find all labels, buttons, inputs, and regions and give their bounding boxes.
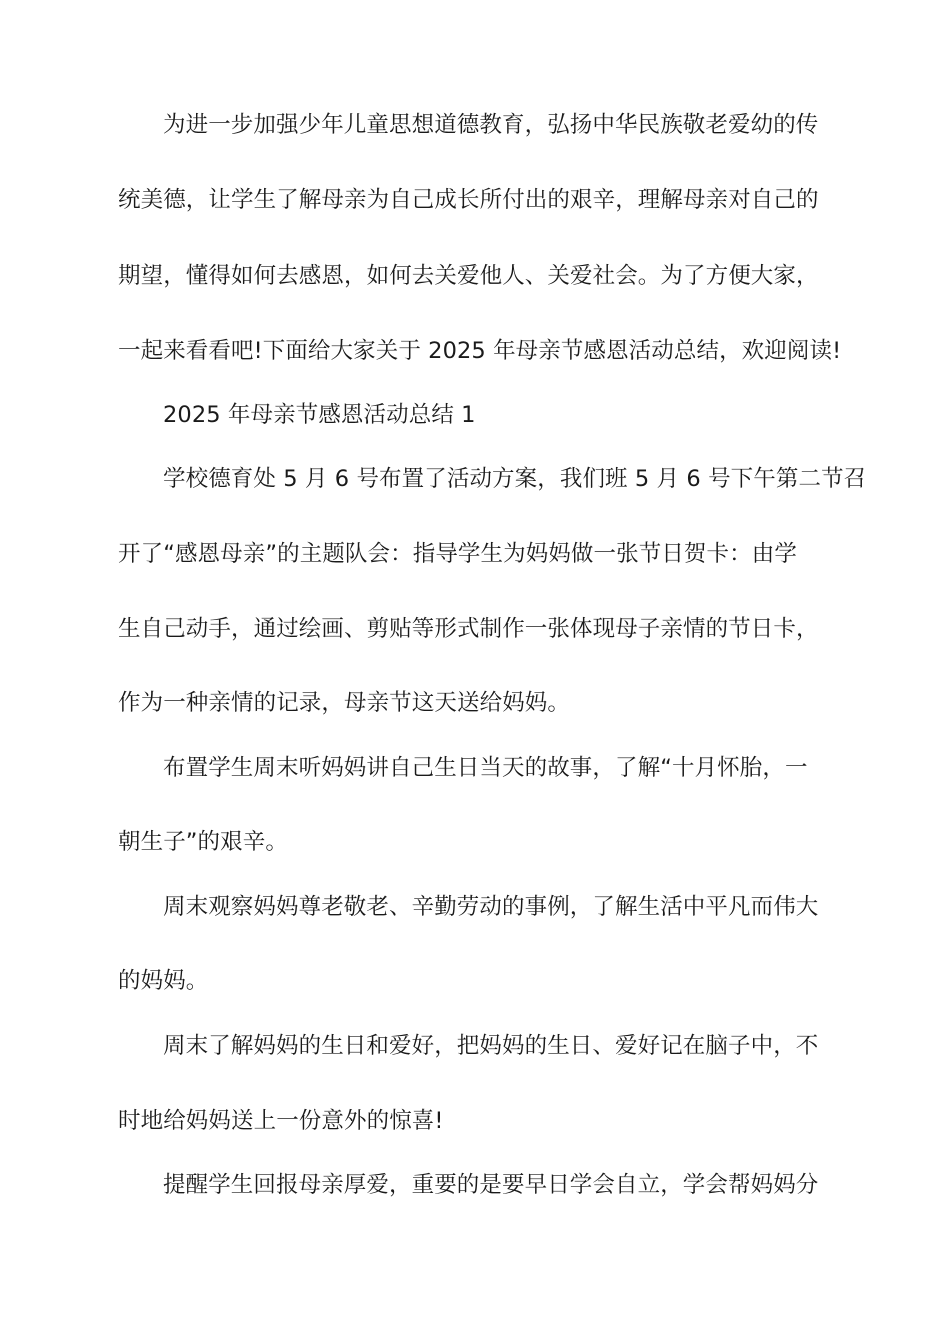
section-title: 2025 年母亲节感恩活动总结 1 [163, 402, 476, 428]
paragraph-2-line-1: 布置学生周末听妈妈讲自己生日当天的故事，了解“十月怀胎，一 [163, 755, 808, 781]
paragraph-3-line-1: 周末观察妈妈尊老敬老、辛勤劳动的事例，了解生活中平凡而伟大 [163, 894, 819, 920]
paragraph-2-line-2: 朝生子”的艰辛。 [118, 829, 288, 855]
paragraph-1-line-2: 开了“感恩母亲”的主题队会：指导学生为妈妈做一张节日贺卡：由学 [118, 541, 797, 567]
paragraph-1-line-1: 学校德育处 5 月 6 号布置了活动方案，我们班 5 月 6 号下午第二节召 [163, 466, 867, 492]
paragraph-4-line-2: 时地给妈妈送上一份意外的惊喜! [118, 1108, 444, 1134]
intro-line-3: 期望，懂得如何去感恩，如何去关爱他人、关爱社会。为了方便大家， [118, 263, 819, 289]
paragraph-5-line-1: 提醒学生回报母亲厚爱，重要的是要早日学会自立，学会帮妈妈分 [163, 1172, 819, 1198]
paragraph-3-line-2: 的妈妈。 [118, 968, 209, 994]
intro-line-4: 一起来看看吧!下面给大家关于 2025 年母亲节感恩活动总结，欢迎阅读! [118, 338, 842, 364]
paragraph-1-line-3: 生自己动手，通过绘画、剪贴等形式制作一张体现母子亲情的节日卡， [118, 616, 819, 642]
paragraph-1-line-4: 作为一种亲情的记录，母亲节这天送给妈妈。 [118, 690, 571, 716]
intro-line-1: 为进一步加强少年儿童思想道德教育，弘扬中华民族敬老爱幼的传 [163, 112, 819, 138]
paragraph-4-line-1: 周末了解妈妈的生日和爱好，把妈妈的生日、爱好记在脑子中，不 [163, 1033, 819, 1059]
intro-line-2: 统美德，让学生了解母亲为自己成长所付出的艰辛，理解母亲对自己的 [118, 187, 819, 213]
